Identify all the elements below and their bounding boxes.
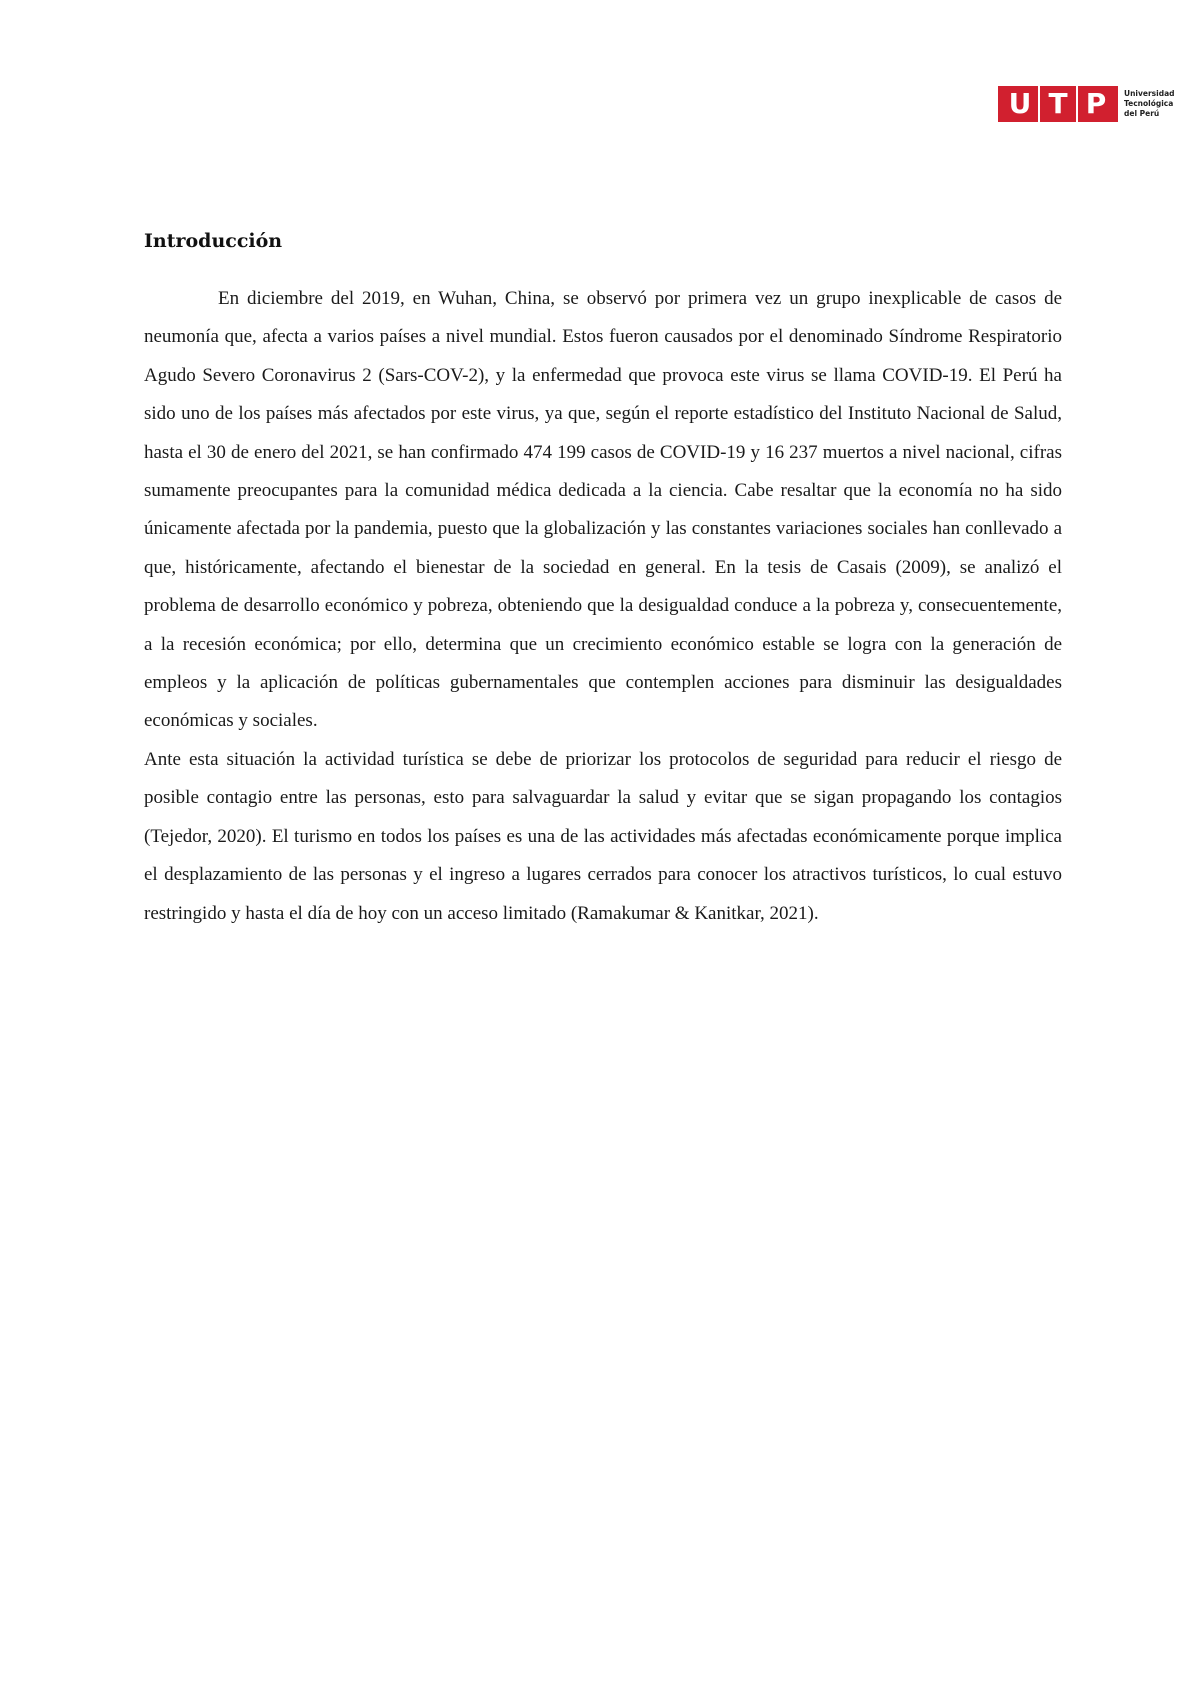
paragraph-1: En diciembre del 2019, en Wuhan, China, se observó por primera vez un grupo inexplicable de casos de neumonía que, afecta a varios países a nivel mundial. Estos fueron causados por el denominado Síndrome Respiratorio Agudo Severo Coronavirus 2 (Sars-COV-2), y la enfermedad que provoca este virus se llama COVID-19. El Perú ha sido uno de los países más afectados por este virus, ya que, según el reporte estadístico del Instituto Nacional de Salud, hasta el 30 de enero del 2021, se han confirmado 474 199 casos de COVID-19 y 16 237 muertos a nivel nacional, cifras sumamente preocupantes para la comunidad médica dedicada a la ciencia. Cabe resaltar que la economía no ha sido únicamente afectada por la pandemia, puesto que la globalización y las constantes variaciones sociales han conllevado a que, históricamente, afectando el bienestar de la sociedad en general. En la tesis de Casais (2009), se analizó el problema de desarrollo económico y pobreza, obteniendo que la desigualdad conduce a la pobreza y, consecuentemente, a la recesión económica; por ello, determina que un crecimiento económico estable se logra con la generación de empleos y la aplicación de políticas gubernamentales que contemplen acciones para disminuir las desigualdades económicas y sociales. [144, 288, 1062, 732]
document-heading: Introducción [144, 230, 283, 252]
document-body [144, 280, 1062, 933]
utp-logo [998, 86, 1175, 122]
logo-letter-u: U [1002, 86, 1040, 122]
logo-text-line-3: del Perú [1124, 109, 1160, 118]
logo-text-line-1: Universidad [1124, 89, 1175, 98]
logo-letter-t: T [1040, 86, 1078, 122]
logo-text-line-2: Tecnológica [1124, 99, 1174, 108]
paragraph-2: Ante esta situación la actividad turística se debe de priorizar los protocolos de seguridad para reducir el riesgo de posible contagio entre las personas, esto para salvaguardar la salud y evitar que se sigan propagando los contagios (Tejedor, 2020). El turismo en todos los países es una de las actividades más afectadas económicamente porque implica el desplazamiento de las personas y el ingreso a lugares cerrados para conocer los atractivos turísticos, lo cual estuvo restringido y hasta el día de hoy con un acceso limitado (Ramakumar & Kanitkar, 2021). [144, 748, 1062, 924]
utp-logo-mark [998, 86, 1118, 122]
utp-logo-wordmark [1124, 89, 1175, 119]
logo-letter-p: P [1085, 87, 1107, 120]
